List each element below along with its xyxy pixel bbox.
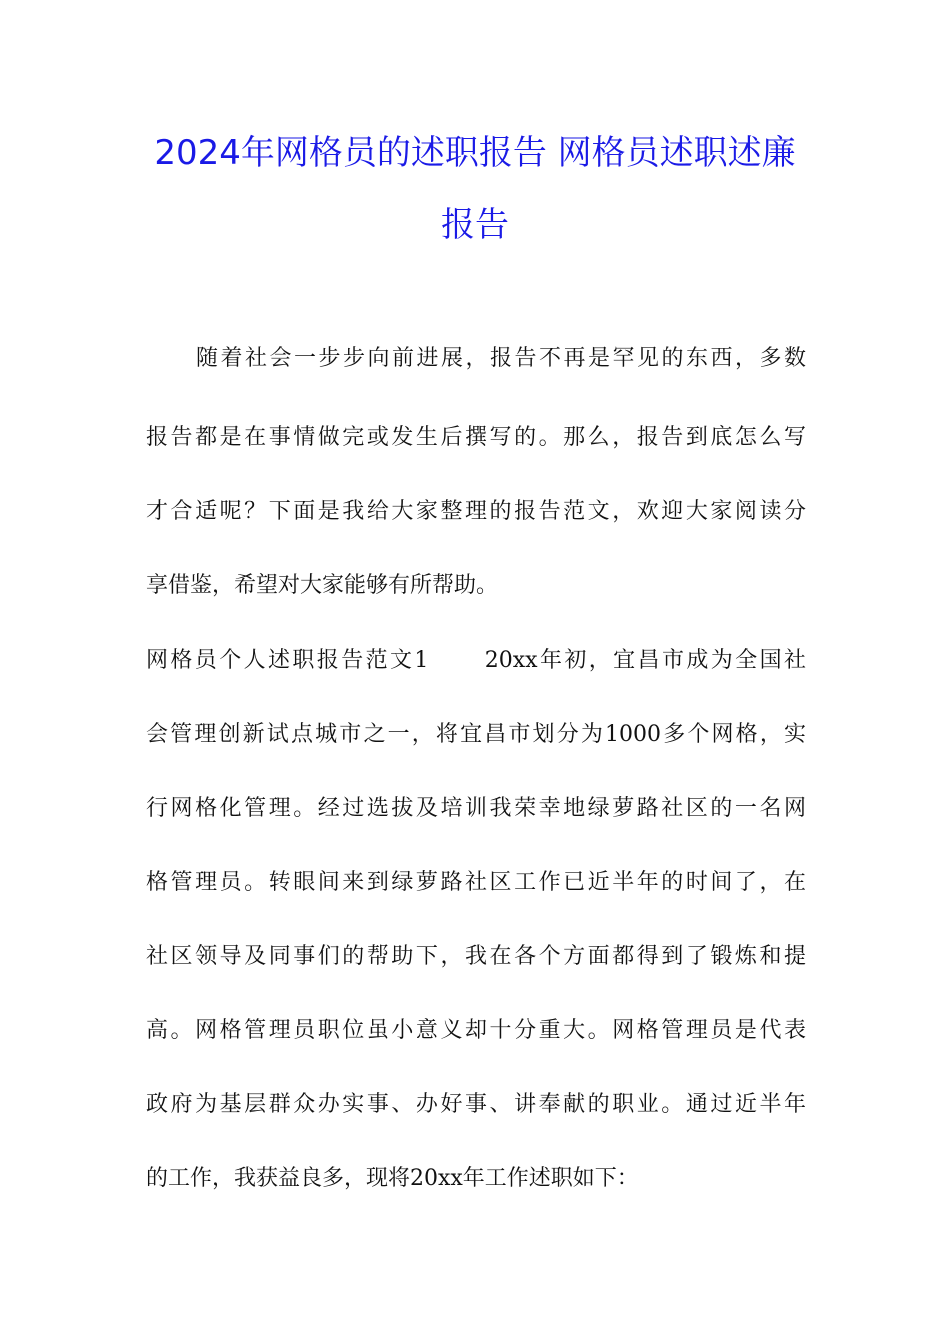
body-line-6: 高。网格管理员职位虽小意义却十分重大。网格管理员是代表 [146,1018,806,1043]
intro-line-1: 随着社会一步步向前进展，报告不再是罕见的东西，多数 [196,346,806,371]
document-title-line-2: 报告 [441,205,509,245]
body-line-1: 网格员个人述职报告范文1 20xx年初，宜昌市成为全国社 [146,648,806,673]
body-line-3: 行网格化管理。经过选拔及培训我荣幸地绿萝路社区的一名网 [146,796,806,821]
body-line-4: 格管理员。转眼间来到绿萝路社区工作已近半年的时间了，在 [146,870,806,895]
document-title-line-1: 2024年网格员的述职报告 网格员述职述廉 [154,133,796,173]
body-line-5: 社区领导及同事们的帮助下，我在各个方面都得到了锻炼和提 [146,944,806,969]
body-line-8: 的工作，我获益良多，现将20xx年工作述职如下： [146,1166,639,1191]
intro-line-3: 才合适呢？下面是我给大家整理的报告范文，欢迎大家阅读分 [146,499,806,524]
body-line-7: 政府为基层群众办实事、办好事、讲奉献的职业。通过近半年 [146,1092,806,1117]
body-line-2: 会管理创新试点城市之一，将宜昌市划分为1000多个网格，实 [146,722,806,747]
intro-line-2: 报告都是在事情做完或发生后撰写的。那么，报告到底怎么写 [146,425,806,450]
intro-line-4: 享借鉴，希望对大家能够有所帮助。 [146,573,499,598]
